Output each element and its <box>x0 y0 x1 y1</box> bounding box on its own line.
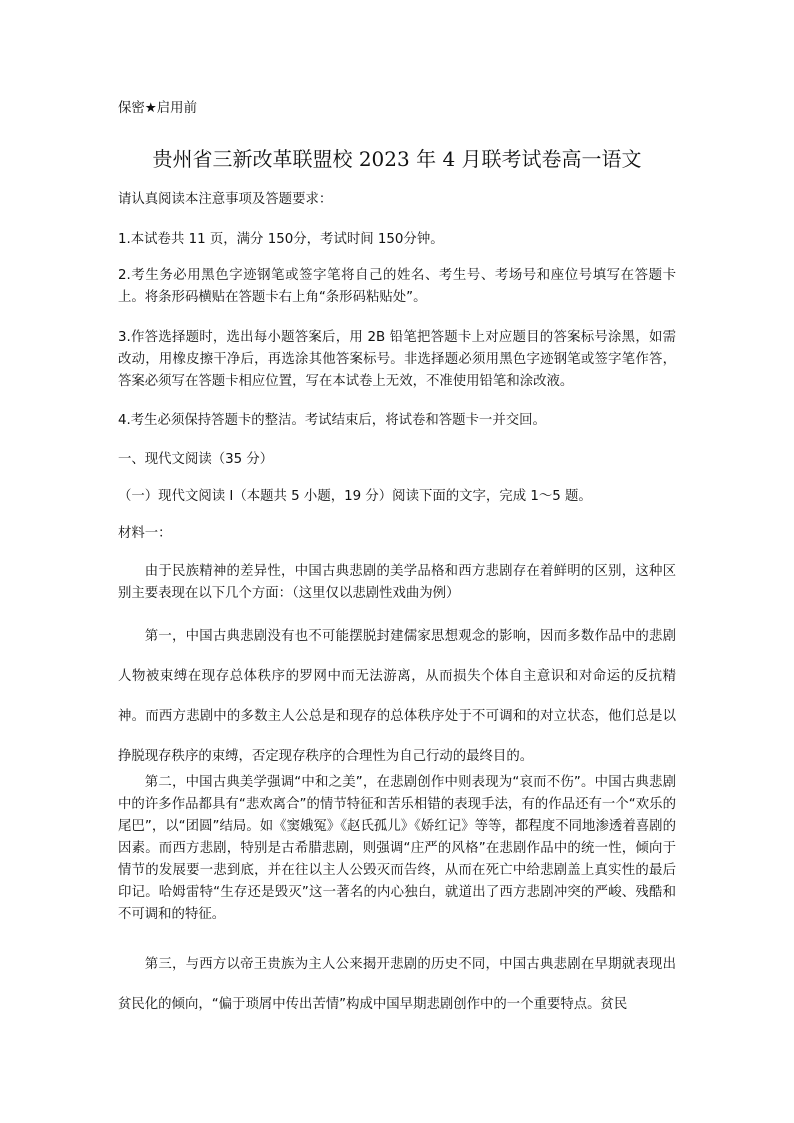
notice-item-2: 2.考生务必用黑色字迹钢笔或签字笔将自己的姓名、考生号、考场号和座位号填写在答题卡上。将条形码横贴在答题卡右上角“条形码粘贴处”。 <box>118 268 676 305</box>
body-paragraph-4: 第三，与西方以帝王贵族为主人公来揭开悲剧的历史不同，中国古典悲剧在早期就表现出贫民化的倾向，“偏于琐屑中传出苦情”构成中国早期悲剧创作中的一个重要特点。贫民 <box>118 957 676 1012</box>
body-paragraph-2: 第一，中国古典悲剧没有也不可能摆脱封建儒家思想观念的影响，因而多数作品中的悲剧人物被束缚在现存总体秩序的罗网中而无法游离，从而损失个体自主意识和对命运的反抗精神。而西方悲剧中的多数主人公总是和现存的总体秩序处于不可调和的对立状态，他们总是以挣脱现存秩序的束缚，否定现存秩序的合理性为自己行动的最终目的。 <box>118 629 676 764</box>
material-label: 材料一： <box>118 526 172 541</box>
notice-intro: 请认真阅读本注意事项及答题要求： <box>118 192 333 207</box>
body-paragraph-3: 第二，中国古典美学强调“中和之美”，在悲剧创作中则表现为“哀而不伤”。中国古典悲剧中的许多作品都具有“悲欢离合”的情节特征和苦乐相错的表现手法，有的作品还有一个“欢乐的尾巴”，以“团圆”结局。如《窦娥冤》《赵氏孤儿》《娇红记》等等，都程度不同地渗透着喜剧的因素。而西方悲剧，特别是古希腊悲剧，则强调“庄严的风格”在悲剧作品中的统一性，倾向于情节的发展要一悲到底，并在往以主人公毁灭而告终，从而在死亡中给悲剧盖上真实性的最后印记。哈姆雷特“生存还是毁灭”这一著名的内心独白，就道出了西方悲剧冲突的严峻、残酷和不可调和的特征。 <box>118 775 676 922</box>
notice-item-3: 3.作答选择题时，选出每小题答案后，用 2B 铅笔把答题卡上对应题目的答案标号涂黑，如需改动，用橡皮擦干净后，再选涂其他答案标号。非选择题必须用黑色字迹钢笔或签字笔作答，答案必须写在答题卡相应位置，写在本试卷上无效，不准使用铅笔和涂改液。 <box>118 330 676 389</box>
page-title: 贵州省三新改革联盟校 2023 年 4 月联考试卷高一语文 <box>152 147 642 171</box>
section-heading: 一、现代文阅读（35 分） <box>118 452 274 467</box>
notice-item-1: 1.本试卷共 11 页，满分 150分，考试时间 150分钟。 <box>118 232 444 247</box>
notice-item-4: 4.考生必须保持答题卡的整洁。考试结束后，将试卷和答题卡一并交回。 <box>118 413 546 428</box>
confidential-mark: 保密★启用前 <box>118 101 197 116</box>
body-paragraph-1: 由于民族精神的差异性，中国古典悲剧的美学品格和西方悲剧存在着鲜明的区别，这种区别主要表现在以下几个方面：（这里仅以悲剧性戏曲为例） <box>118 564 676 601</box>
subsection-heading: （一）现代文阅读 I（本题共 5 小题，19 分）阅读下面的文字，完成 1～5 题。 <box>118 489 592 504</box>
